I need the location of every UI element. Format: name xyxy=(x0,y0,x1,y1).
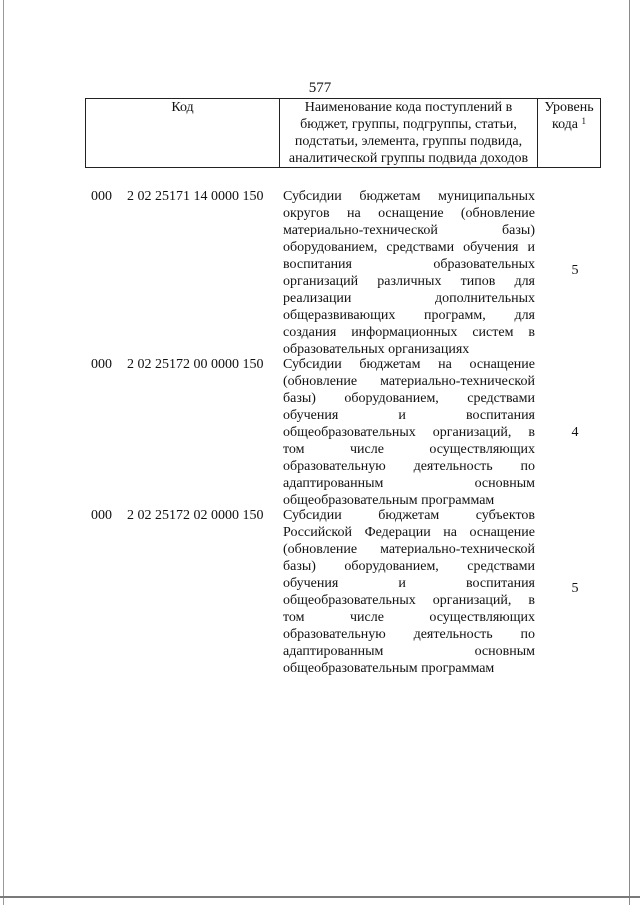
income-code: 2 02 25172 00 0000 150 xyxy=(127,357,264,372)
income-code: 2 02 25171 14 0000 150 xyxy=(127,189,264,204)
level-value: 4 xyxy=(571,425,579,440)
header-name-line: аналитической группы подвида доходов xyxy=(288,151,529,166)
page-edge-bottom xyxy=(0,896,640,898)
income-name-line: базы) оборудованием, средствами xyxy=(283,391,535,406)
income-name-line: образовательную деятельность по xyxy=(283,459,535,474)
income-name-line: Субсидии бюджетам субъектов xyxy=(283,508,535,523)
income-name-line: общеобразовательных организаций, в xyxy=(283,593,535,608)
header-level-text: кода xyxy=(551,117,579,132)
admin-code: 000 xyxy=(91,357,112,372)
header-level-line1: Уровень xyxy=(544,100,594,115)
header-name xyxy=(280,99,538,168)
income-name-line: образовательных организациях xyxy=(283,342,470,357)
admin-code: 000 xyxy=(91,189,112,204)
income-name-line: (обновление материально-технической xyxy=(283,374,535,389)
header-level xyxy=(538,99,601,168)
income-code: 2 02 25172 02 0000 150 xyxy=(127,508,264,523)
header-table xyxy=(85,98,601,168)
income-name-line: воспитания образовательных xyxy=(283,257,535,272)
income-name-line: Субсидии бюджетам муниципальных xyxy=(283,189,535,204)
footnote-marker: 1 xyxy=(581,116,587,126)
income-name-line: округов на оснащение (обновление xyxy=(283,206,535,221)
income-name-line: адаптированным основным xyxy=(283,644,535,659)
income-name-line: оборудованием, средствами обучения и xyxy=(283,240,535,255)
income-name-line: Российской Федерации на оснащение xyxy=(283,525,535,540)
header-code: Код xyxy=(86,99,280,168)
header-name-line: Наименование кода поступлений в xyxy=(304,100,513,115)
level-value: 5 xyxy=(571,581,579,596)
income-name-line: общеобразовательным программам xyxy=(283,493,495,508)
income-name-line: общеразвивающих программ, для xyxy=(283,308,535,323)
income-name-line: обучения и воспитания xyxy=(283,576,535,591)
income-name-line: общеобразовательным программам xyxy=(283,661,495,676)
header-name-line: бюджет, группы, подгруппы, статьи, xyxy=(300,117,517,132)
income-name xyxy=(283,188,535,358)
header-row xyxy=(86,99,601,168)
income-name-line: базы) оборудованием, средствами xyxy=(283,559,535,574)
income-name-line: реализации дополнительных xyxy=(283,291,535,306)
income-name-line: обучения и воспитания xyxy=(283,408,535,423)
income-name-line: общеобразовательных организаций, в xyxy=(283,425,535,440)
header-name-line: подстатьи, элемента, группы подвида, xyxy=(294,134,523,149)
header-level-line2 xyxy=(541,116,597,133)
income-name-line: том числе осуществляющих xyxy=(283,610,535,625)
income-name-line: Субсидии бюджетам на оснащение xyxy=(283,357,535,372)
income-name-line: том числе осуществляющих xyxy=(283,442,535,457)
page-number: 577 xyxy=(308,80,332,96)
income-name-line: адаптированным основным xyxy=(283,476,535,491)
income-name-line: организаций различных типов для xyxy=(283,274,535,289)
page-edge-left xyxy=(3,0,4,905)
income-name xyxy=(283,356,535,509)
income-name-line: образовательную деятельность по xyxy=(283,627,535,642)
income-name-line: создания информационных систем в xyxy=(283,325,535,340)
level-value: 5 xyxy=(571,263,579,278)
income-name-line: материально-технической базы) xyxy=(283,223,535,238)
income-name xyxy=(283,507,535,677)
income-name-line: (обновление материально-технической xyxy=(283,542,535,557)
admin-code: 000 xyxy=(91,508,112,523)
page-edge-right xyxy=(629,0,630,905)
